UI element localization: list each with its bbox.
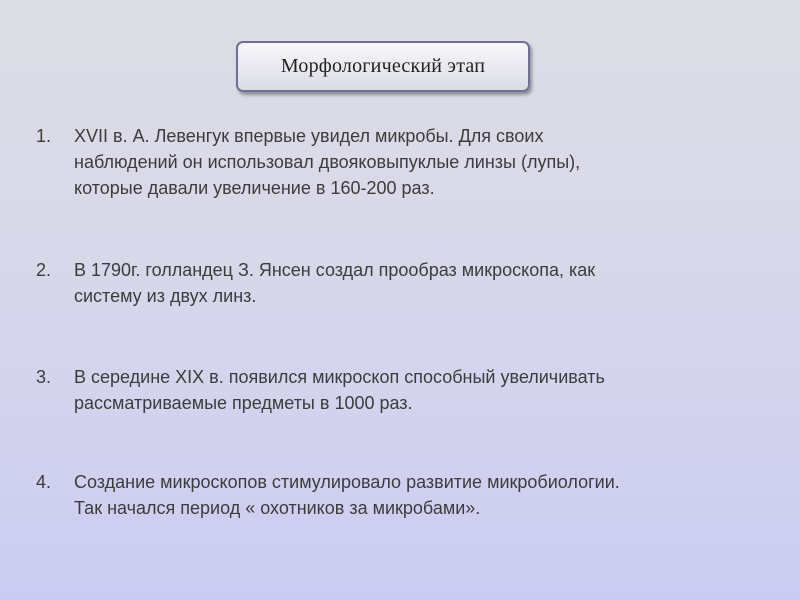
list-item-line: В 1790г. голландец З. Янсен создал прообраз микроскопа, как <box>74 260 596 280</box>
list-item-line: наблюдений он использовал двояковыпуклые линзы (лупы), <box>74 152 581 172</box>
list-item-number: 4. <box>36 472 52 492</box>
list-item-line: Так начался период « охотников за микробами». <box>74 498 481 518</box>
slide-title: Морфологический этап <box>280 55 486 77</box>
list-item-line: Создание микроскопов стимулировало развитие микробиологии. <box>74 472 620 492</box>
list-item-number: 3. <box>36 367 52 387</box>
list-item-text <box>74 123 774 201</box>
list-item-text <box>74 469 774 521</box>
list-item-text <box>74 364 774 416</box>
list-item-line: систему из двух линз. <box>74 286 257 306</box>
list-item-line: В середине XIX в. появился микроскоп способный увеличивать <box>74 367 605 387</box>
list-item-line: рассматриваемые предметы в 1000 раз. <box>74 393 413 413</box>
list-item-number: 2. <box>36 260 52 280</box>
list-item-line: которые давали увеличение в 160-200 раз. <box>74 178 435 198</box>
list-item-line: XVII в. А. Левенгук впервые увидел микробы. Для своих <box>74 126 544 146</box>
list-item-text <box>74 257 774 309</box>
list-item-number: 1. <box>36 126 52 146</box>
